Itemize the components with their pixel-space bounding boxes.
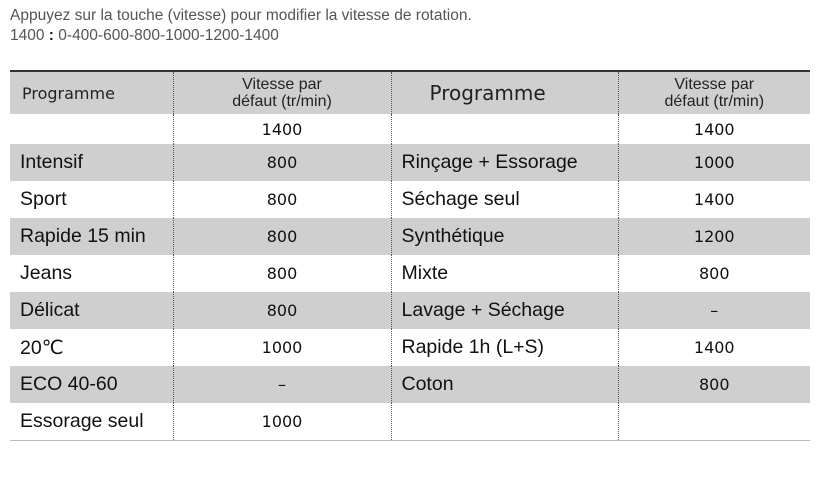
- table-row: [10, 114, 810, 144]
- program-name-right: Séchage seul: [391, 181, 618, 218]
- max-speed-label: 1400: [10, 27, 45, 44]
- program-name-left: Rapide 15 min: [10, 218, 173, 255]
- program-name-left: Essorage seul: [10, 403, 173, 441]
- speed-value-left: 1000: [173, 329, 391, 366]
- program-speed-table: [10, 70, 810, 441]
- table-row: [10, 181, 810, 218]
- speed-value-right: [618, 403, 810, 441]
- program-name-left: Jeans: [10, 255, 173, 292]
- header-program-left: Programme: [10, 71, 173, 114]
- program-name-right: Synthétique: [391, 218, 618, 255]
- table-header-row: [10, 71, 810, 114]
- speed-value-left: 800: [173, 292, 391, 329]
- speed-value-right: 1400: [618, 114, 810, 144]
- header-speed-right: [618, 71, 810, 114]
- header-speed-left: [173, 71, 391, 114]
- speed-value-left: –: [173, 366, 391, 403]
- table-row: [10, 255, 810, 292]
- table-row: [10, 218, 810, 255]
- table-row: [10, 144, 810, 181]
- speed-value-right: –: [618, 292, 810, 329]
- header-speed-right-line2: défaut (tr/min): [664, 93, 765, 110]
- speed-value-right: 800: [618, 255, 810, 292]
- program-name-right: Coton: [391, 366, 618, 403]
- program-name-left: Sport: [10, 181, 173, 218]
- program-name-right: [391, 403, 618, 441]
- program-name-right: Lavage + Séchage: [391, 292, 618, 329]
- table-row: [10, 366, 810, 403]
- speed-value-left: 800: [173, 255, 391, 292]
- header-program-right: Programme: [391, 71, 618, 114]
- instruction-line: Appuyez sur la touche (vitesse) pour modifier la vitesse de rotation.: [10, 7, 472, 24]
- program-name-left: Délicat: [10, 292, 173, 329]
- program-name-right: Mixte: [391, 255, 618, 292]
- speed-value-right: 1000: [618, 144, 810, 181]
- speed-value-left: 800: [173, 144, 391, 181]
- program-name-left: 20℃: [10, 329, 173, 366]
- speed-value-right: 1400: [618, 181, 810, 218]
- header-speed-left-line1: Vitesse par: [242, 76, 322, 93]
- speed-value-left: 800: [173, 218, 391, 255]
- speed-value-left: 800: [173, 181, 391, 218]
- speed-options-line: [10, 26, 472, 46]
- program-name-right: Rapide 1h (L+S): [391, 329, 618, 366]
- program-name-right: Rinçage + Essorage: [391, 144, 618, 181]
- table-row: [10, 292, 810, 329]
- speed-options: 0-400-600-800-1000-1200-1400: [58, 27, 279, 44]
- header-speed-right-line1: Vitesse par: [674, 76, 755, 93]
- program-name-left: Intensif: [10, 144, 173, 181]
- speed-value-left: 1400: [173, 114, 391, 144]
- header-speed-left-line2: défaut (tr/min): [232, 93, 332, 110]
- instructions: [10, 6, 472, 46]
- separator: :: [48, 27, 54, 44]
- speed-value-right: 1200: [618, 218, 810, 255]
- speed-value-right: 800: [618, 366, 810, 403]
- speed-value-right: 1400: [618, 329, 810, 366]
- table-row: [10, 403, 810, 441]
- program-name-left: [10, 114, 173, 144]
- program-name-right: [391, 114, 618, 144]
- table-row: [10, 329, 810, 366]
- speed-value-left: 1000: [173, 403, 391, 441]
- program-name-left: ECO 40-60: [10, 366, 173, 403]
